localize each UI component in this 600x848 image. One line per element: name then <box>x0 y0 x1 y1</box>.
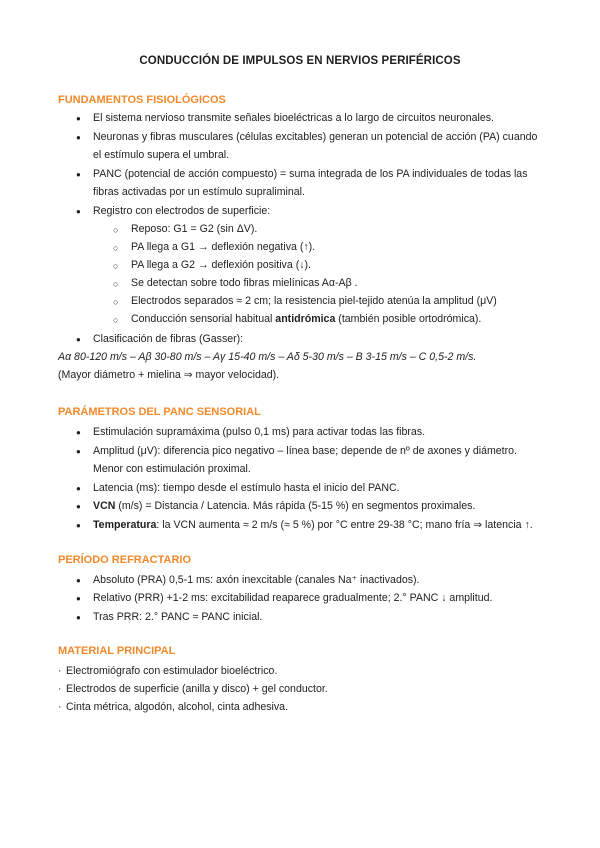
bullet-text <box>93 499 475 513</box>
text-run: : la VCN aumenta ≈ 2 m/s (≈ 5 %) por °C entre 29-38 °C; mano fría ⇒ latencia ↑. <box>156 519 533 531</box>
section-heading-fundamentos: FUNDAMENTOS FISIOLÓGICOS <box>58 94 226 106</box>
bullet-text: Latencia (ms): tiempo desde el estímulo hasta el inicio del PANC. <box>93 482 400 494</box>
sub-bullet-text: Reposo: G1 = G2 (sin ΔV). <box>131 223 258 235</box>
bullet-text: Amplitud (μV): diferencia pico negativo – línea base; depende de nº de axones y diámetro. <box>93 445 517 457</box>
bold-term: VCN <box>93 500 116 512</box>
list-item: Electrodos de superficie (anilla y disco) + gel conductor. <box>66 683 328 695</box>
bullet-text: Tras PRR: 2.° PANC ≈ PANC inicial. <box>93 611 263 623</box>
sub-bullet-text: Se detectan sobre todo fibras mielínicas Aα-Aβ . <box>131 277 358 289</box>
bullet-icon: ● <box>76 170 81 179</box>
sub-bullet-text <box>131 312 481 326</box>
text-run: (m/s) = Distancia / Latencia. Más rápida (5-15 %) en segmentos proximales. <box>115 500 476 512</box>
dash-icon: · <box>58 701 62 713</box>
bullet-text: PANC (potencial de acción compuesto) = suma integrada de los PA individuales de todas las <box>93 168 528 180</box>
bullet-icon: ● <box>76 521 81 530</box>
bold-term: antidrómica <box>275 313 336 325</box>
bullet-text-continuation: el estímulo supera el umbral. <box>93 149 230 161</box>
bullet-icon: ● <box>76 335 81 344</box>
sub-bullet-icon: ○ <box>113 297 119 307</box>
section-heading-refractario: PERÍODO REFRACTARIO <box>58 554 192 566</box>
list-item: Cinta métrica, algodón, alcohol, cinta adhesiva. <box>66 701 289 713</box>
sub-bullet-icon: ○ <box>113 261 119 271</box>
sub-bullet-text: PA llega a G1 → deflexión negativa (↑). <box>131 241 316 253</box>
sub-bullet-text: Electrodos separados ≈ 2 cm; la resistencia piel-tejido atenúa la amplitud (μV) <box>131 295 497 307</box>
dash-icon: · <box>58 665 62 677</box>
bullet-icon: ● <box>76 594 81 603</box>
bullet-text: Absoluto (PRA) 0,5-1 ms: axón inexcitable (canales Na⁺ inactivados). <box>93 574 420 586</box>
page-title: CONDUCCIÓN DE IMPULSOS EN NERVIOS PERIFÉRICOS <box>139 55 461 67</box>
section-heading-parametros: PARÁMETROS DEL PANC SENSORIAL <box>58 406 261 418</box>
bold-term: Temperatura <box>93 519 157 531</box>
sub-bullet-text: PA llega a G2 → deflexión positiva (↓). <box>131 259 311 271</box>
dash-icon: · <box>58 683 62 695</box>
bullet-icon: ● <box>76 576 81 585</box>
bullet-icon: ● <box>76 613 81 622</box>
bullet-text-continuation: fibras activadas por un estímulo supraliminal. <box>93 186 305 198</box>
bullet-icon: ● <box>76 114 81 123</box>
bullet-text-continuation: Menor con estimulación proximal. <box>93 463 251 475</box>
gasser-classification: Aα 80-120 m/s – Aβ 30-80 m/s – Aγ 15-40 m/s – Aδ 5-30 m/s – B 3-15 m/s – C 0,5-2 m/s. <box>58 351 477 363</box>
bullet-text: El sistema nervioso transmite señales bioeléctricas a lo largo de circuitos neuronales. <box>93 112 494 124</box>
bullet-icon: ● <box>76 428 81 437</box>
bullet-text: Registro con electrodos de superficie: <box>93 205 271 217</box>
list-item: Electromiógrafo con estimulador bioeléctrico. <box>66 665 278 677</box>
sub-bullet-icon: ○ <box>113 279 119 289</box>
gasser-note: (Mayor diámetro + mielina ⇒ mayor velocidad). <box>58 369 280 381</box>
bullet-text: Relativo (PRR) +1-2 ms: excitabilidad reaparece gradualmente; 2.° PANC ↓ amplitud. <box>93 592 493 604</box>
sub-bullet-icon: ○ <box>113 243 119 253</box>
sub-bullet-icon: ○ <box>113 315 119 325</box>
bullet-text: Clasificación de fibras (Gasser): <box>93 333 244 345</box>
bullet-icon: ● <box>76 502 81 511</box>
section-heading-material: MATERIAL PRINCIPAL <box>58 645 176 657</box>
bullet-text: Estimulación supramáxima (pulso 0,1 ms) para activar todas las fibras. <box>93 426 426 438</box>
text-run: Conducción sensorial habitual <box>131 313 276 325</box>
bullet-icon: ● <box>76 207 81 216</box>
sub-bullet-icon: ○ <box>113 225 119 235</box>
text-run: (también posible ortodrómica). <box>335 313 482 325</box>
bullet-icon: ● <box>76 133 81 142</box>
bullet-icon: ● <box>76 484 81 493</box>
bullet-text <box>93 518 533 532</box>
bullet-text: Neuronas y fibras musculares (células excitables) generan un potencial de acción (PA) cuando <box>93 131 538 143</box>
bullet-icon: ● <box>76 447 81 456</box>
